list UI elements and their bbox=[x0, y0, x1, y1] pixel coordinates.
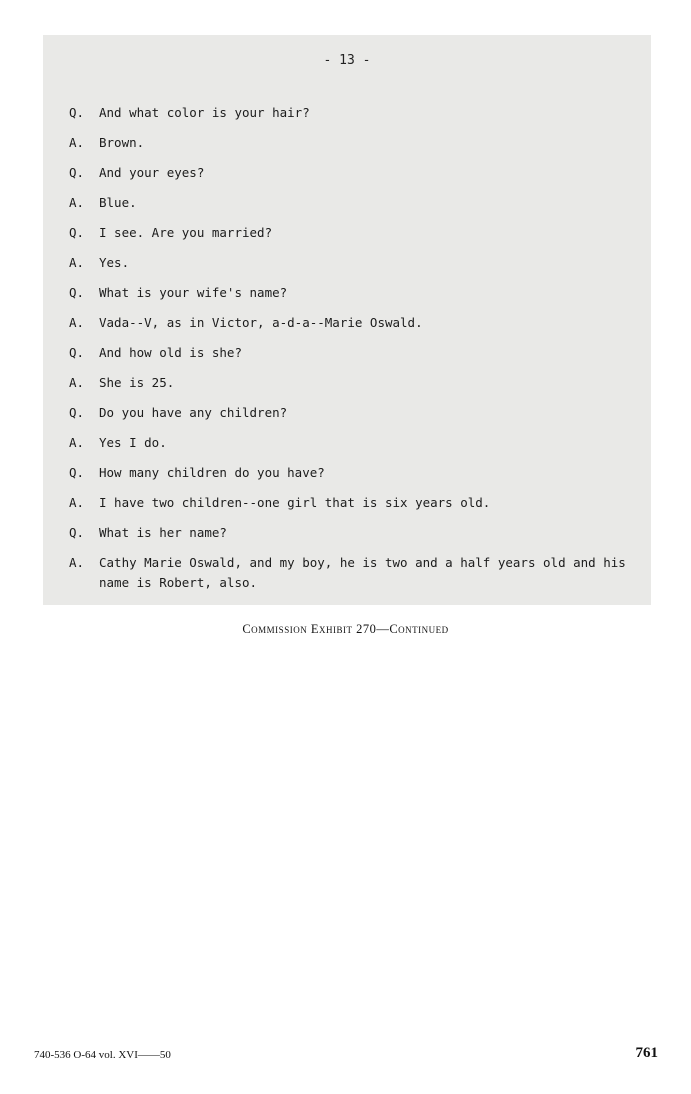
transcript-line bbox=[69, 163, 629, 183]
speaker-label: A. bbox=[69, 195, 85, 210]
speaker-label: A. bbox=[69, 495, 85, 510]
transcript-line bbox=[69, 313, 629, 333]
transcript-line bbox=[69, 463, 629, 483]
utterance-text: How many children do you have? bbox=[99, 465, 325, 480]
transcript-line bbox=[69, 133, 629, 153]
utterance-text: And your eyes? bbox=[99, 165, 205, 180]
page-number: - 13 - bbox=[323, 53, 371, 68]
utterance-text: I see. Are you married? bbox=[99, 225, 273, 240]
transcript-line bbox=[69, 253, 629, 273]
transcript-line bbox=[69, 433, 629, 453]
speaker-label: A. bbox=[69, 255, 85, 270]
speaker-label: A. bbox=[69, 315, 85, 330]
utterance-text: And how old is she? bbox=[99, 345, 242, 360]
utterance-text: Yes. bbox=[99, 255, 130, 270]
speaker-label: Q. bbox=[69, 165, 85, 180]
speaker-label: Q. bbox=[69, 225, 85, 240]
speaker-label: Q. bbox=[69, 345, 85, 360]
speaker-label: Q. bbox=[69, 105, 85, 120]
speaker-label: A. bbox=[69, 435, 85, 450]
speaker-label: Q. bbox=[69, 405, 85, 420]
utterance-text: What is her name? bbox=[99, 525, 227, 540]
speaker-label: A. bbox=[69, 135, 85, 150]
utterance-text: Vada--V, as in Victor, a-d-a--Marie Oswald. bbox=[99, 315, 423, 330]
speaker-label: Q. bbox=[69, 285, 85, 300]
transcript-line bbox=[69, 343, 629, 363]
transcript-line bbox=[69, 223, 629, 243]
volume-page-number: 761 bbox=[635, 1045, 658, 1061]
utterance-text: And what color is your hair? bbox=[99, 105, 310, 120]
print-code: 740-536 O-64 vol. XVI——50 bbox=[34, 1049, 171, 1061]
utterance-text: She is 25. bbox=[99, 375, 175, 390]
transcript-line bbox=[69, 373, 629, 393]
utterance-text: Yes I do. bbox=[99, 435, 167, 450]
transcript-line bbox=[69, 553, 629, 593]
utterance-text: Cathy Marie Oswald, and my boy, he is two and a half years old and his name is Robert, also. bbox=[99, 555, 626, 590]
transcript-line bbox=[69, 103, 629, 123]
speaker-label: Q. bbox=[69, 465, 85, 480]
utterance-text: What is your wife's name? bbox=[99, 285, 288, 300]
transcript-line bbox=[69, 193, 629, 213]
transcript-line bbox=[69, 523, 629, 543]
transcript-line bbox=[69, 283, 629, 303]
speaker-label: Q. bbox=[69, 525, 85, 540]
speaker-label: A. bbox=[69, 555, 85, 570]
scanned-transcript-page bbox=[43, 35, 651, 605]
utterance-text: I have two children--one girl that is six years old. bbox=[99, 495, 491, 510]
speaker-label: A. bbox=[69, 375, 85, 390]
transcript-line bbox=[69, 493, 629, 513]
utterance-text: Brown. bbox=[99, 135, 145, 150]
transcript-line bbox=[69, 403, 629, 423]
utterance-text: Blue. bbox=[99, 195, 137, 210]
exhibit-caption: Commission Exhibit 270—Continued bbox=[242, 622, 449, 636]
utterance-text: Do you have any children? bbox=[99, 405, 288, 420]
